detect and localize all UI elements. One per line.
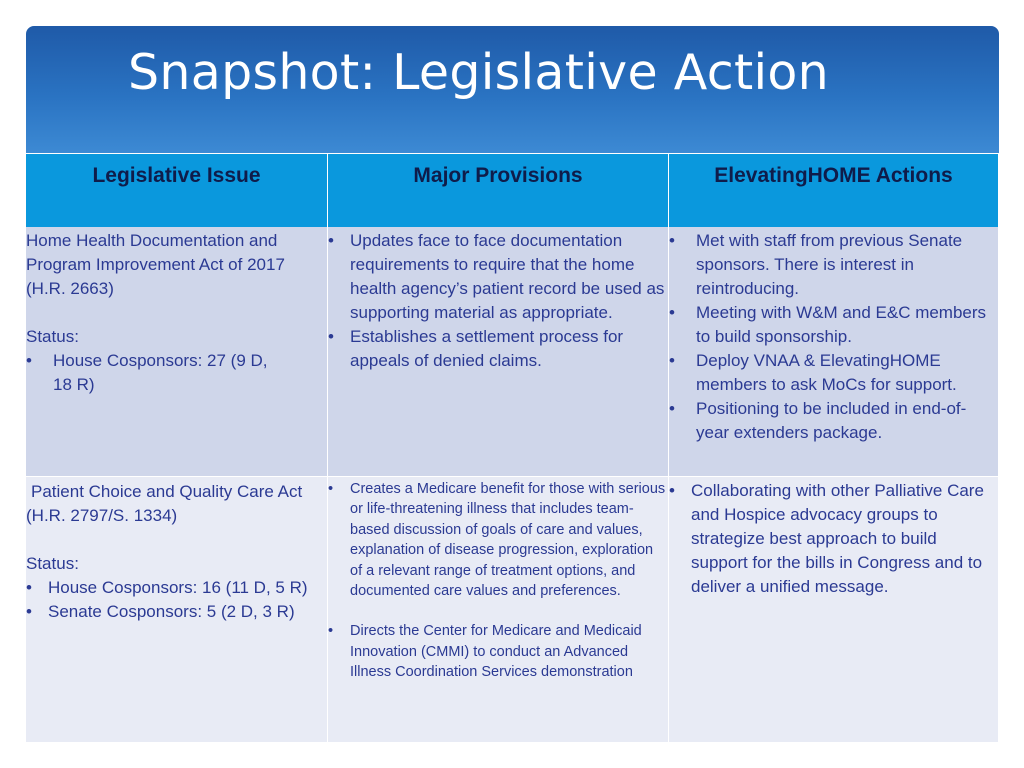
- header-elevatinghome-actions: ElevatingHOME Actions: [669, 153, 999, 227]
- issue-name-line: Patient Choice and Quality Care Act: [31, 482, 303, 501]
- bullet-icon: •: [669, 399, 675, 418]
- header-legislative-issue: Legislative Issue: [26, 153, 328, 227]
- bullet-icon: •: [328, 327, 334, 346]
- issue-name-line: (H.R. 2663): [26, 279, 114, 298]
- bullet-icon: •: [26, 578, 32, 597]
- issue-name-line: Home Health Documentation and: [26, 231, 278, 250]
- provisions-cell: [328, 476, 669, 742]
- provision-item: • Updates face to face documentation requirements to require that the home health agency’s patient record be used as supporting material as appropriate.: [328, 231, 665, 322]
- bullet-icon: •: [26, 602, 32, 621]
- provision-item: • Directs the Center for Medicare and Medicaid Innovation (CMMI) to conduct an Advanced Illness Coordination Services demonstration: [328, 623, 642, 681]
- bullet-icon: •: [328, 623, 334, 640]
- status-item: • House Cosponsors: 16 (11 D, 5 R): [26, 576, 327, 600]
- provision-item: • Establishes a settlement process for appeals of denied claims.: [328, 327, 624, 370]
- status-item: • House Cosponsors: 27 (9 D, 18 R): [26, 351, 268, 394]
- provision-item: • Creates a Medicare benefit for those with serious or life-threatening illness that includes team-based discussion of goals of care and values, explanation of disease progression, exploration of a relevant range of treatment options, and documented care values and preferences.: [328, 481, 666, 600]
- status-label: Status:: [26, 327, 79, 346]
- bullet-icon: •: [669, 481, 675, 500]
- header-major-provisions: Major Provisions: [328, 153, 669, 227]
- provisions-cell: [328, 227, 669, 476]
- bullet-icon: •: [669, 303, 675, 322]
- action-item: • Collaborating with other Palliative Care and Hospice advocacy groups to strategize best approach to build support for the bills in Congress and to deliver a unified message.: [669, 481, 984, 596]
- bullet-icon: •: [328, 231, 334, 250]
- action-item: • Met with staff from previous Senate sponsors. There is interest in reintroducing.: [669, 231, 963, 298]
- table-header-row: [26, 153, 999, 227]
- actions-cell: [669, 476, 999, 742]
- issue-name-line: (H.R. 2797/S. 1334): [26, 506, 178, 525]
- issue-name-line: Program Improvement Act of 2017: [26, 255, 285, 274]
- issue-cell: [26, 476, 328, 742]
- bullet-icon: •: [669, 231, 675, 250]
- action-item: • Meeting with W&M and E&C members to build sponsorship.: [669, 303, 987, 346]
- issue-cell: [26, 227, 328, 476]
- slide-title: Snapshot: Legislative Action: [128, 44, 830, 101]
- table-row: [26, 227, 999, 476]
- action-item: • Deploy VNAA & ElevatingHOME members to ask MoCs for support.: [669, 351, 957, 394]
- bullet-icon: •: [669, 351, 675, 370]
- status-item: • Senate Cosponsors: 5 (2 D, 3 R): [26, 600, 327, 624]
- table-row: [26, 476, 999, 742]
- bullet-icon: •: [328, 481, 334, 497]
- action-item: • Positioning to be included in end-of-year extenders package.: [669, 399, 967, 442]
- actions-cell: [669, 227, 999, 476]
- legislative-table: [26, 153, 999, 742]
- bullet-icon: •: [26, 351, 32, 370]
- status-label: Status:: [26, 554, 79, 573]
